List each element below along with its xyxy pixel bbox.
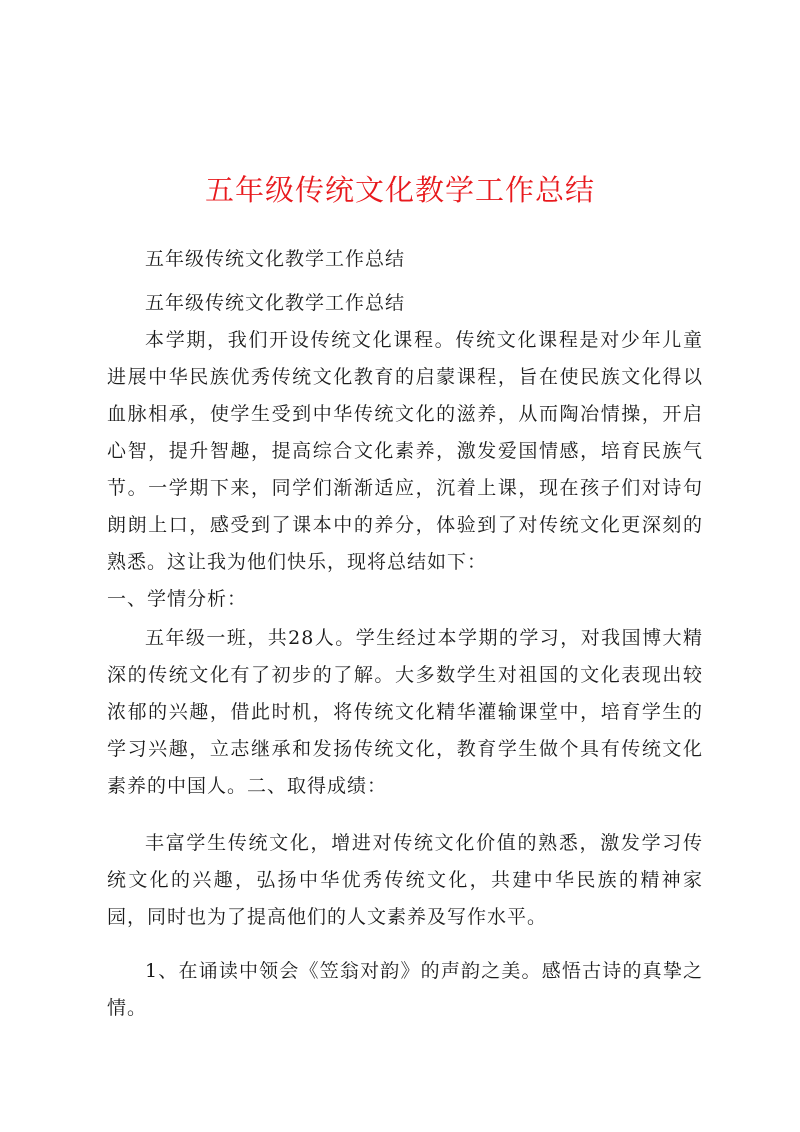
results-paragraph: 丰富学生传统文化，增进对传统文化价值的熟悉，激发学习传统文化的兴趣，弘扬中华优秀传统文化，共建中华民族的精神家园，同时也为了提高他们的人文素养及写作水平。 bbox=[107, 832, 703, 928]
intro-paragraph: 本学期，我们开设传统文化课程。传统文化课程是对少年儿童进展中华民族优秀传统文化教育的启蒙课程，旨在使民族文化得以血脉相承，使学生受到中华传统文化的滋养，从而陶冶情操，开启心智，提升智趣，提高综合文化素养，激发爱国情感，培育民族气节。一学期下来，同学们渐渐适应，沉着上课，现在孩子们对诗句朗朗上口，感受到了课本中的养分，体验到了对传统文化更深刻的熟悉。这让我为他们快乐，现将总结如下： bbox=[107, 329, 703, 573]
subtitle-line-1: 五年级传统文化教学工作总结 bbox=[145, 248, 406, 270]
section-heading-situation: 一、学情分析： bbox=[107, 588, 248, 610]
subtitle-line-2: 五年级传统文化教学工作总结 bbox=[145, 292, 406, 314]
document-title: 五年级传统文化教学工作总结 bbox=[204, 173, 595, 207]
list-item-1: 1、在诵读中领会《笠翁对韵》的声韵之美。感悟古诗的真挚之情。 bbox=[107, 960, 703, 1019]
class-paragraph: 五年级一班，共28人。学生经过本学期的学习，对我国博大精深的传统文化有了初步的了解。大多数学生对祖国的文化表现出较浓郁的兴趣，借此时机，将传统文化精华灌输课堂中，培育学生的学习兴趣，立志继承和发扬传统文化，教育学生做个具有传统文化素养的中国人。二、取得成绩： bbox=[107, 627, 703, 797]
intro-section bbox=[107, 322, 703, 618]
